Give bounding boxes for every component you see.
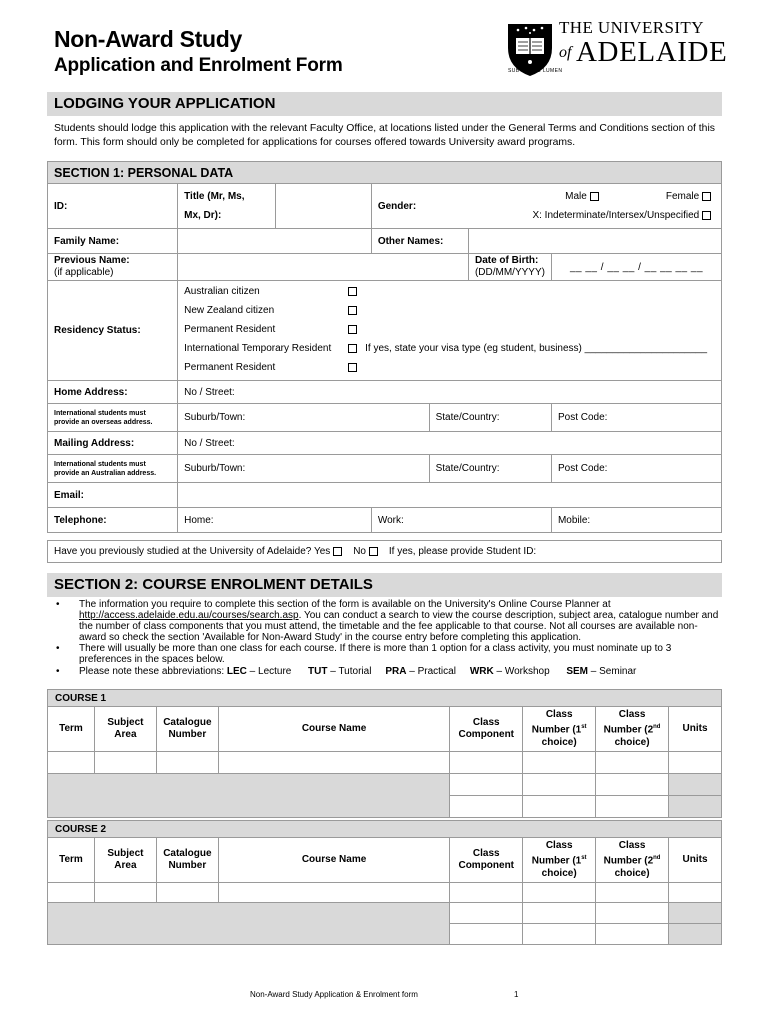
home-suburb-field[interactable]: Suburb/Town: xyxy=(178,404,430,432)
mailing-suburb-field[interactable]: Suburb/Town: xyxy=(178,455,430,483)
email-field[interactable] xyxy=(178,483,722,508)
col-subject-area: Subject Area xyxy=(94,838,156,883)
catalogue-cell[interactable] xyxy=(156,752,218,774)
logo-motto: SUB CRUCE LUMEN xyxy=(508,68,563,74)
greyed-area xyxy=(48,903,450,945)
col-subject-area: Subject Area xyxy=(94,707,156,752)
class-number-2-cell[interactable] xyxy=(596,752,669,774)
student-id-label: If yes, please provide Student ID: xyxy=(388,546,537,557)
title-field[interactable] xyxy=(276,184,372,229)
class-number-1-cell[interactable] xyxy=(523,752,596,774)
class-component-cell[interactable] xyxy=(450,883,523,903)
class-number-1-cell[interactable] xyxy=(523,774,596,796)
international-temporary-checkbox[interactable] xyxy=(348,344,357,353)
class-number-2-cell[interactable] xyxy=(596,883,669,903)
dob-label: Date of Birth: (DD/MM/YYYY) xyxy=(468,254,551,281)
gender-options xyxy=(429,184,721,229)
logo-of-text: of xyxy=(559,44,572,61)
course-name-cell[interactable] xyxy=(218,752,449,774)
home-state-field[interactable]: State/Country: xyxy=(429,404,551,432)
greyed-area xyxy=(48,774,450,818)
x-gender-label: X: Indeterminate/Intersex/Unspecified xyxy=(532,210,700,221)
col-term: Term xyxy=(48,707,95,752)
previous-study-question: Have you previously studied at the University of Adelaide? Yes xyxy=(54,546,331,557)
class-component-cell[interactable] xyxy=(450,774,523,796)
footer-title: Non-Award Study Application & Enrolment form xyxy=(250,990,418,999)
units-cell[interactable] xyxy=(669,752,722,774)
term-cell[interactable] xyxy=(48,752,95,774)
col-term: Term xyxy=(48,838,95,883)
course-instructions: • The information you require to complete this section of the form is available on the University's Online Course Planner at http://access.adelaide.edu.au/courses/search.asp. You can conduct a search to view the course description, subject area, catalogue number and the number of class components that you must attend, the timetable and the fee applicable to that course. Not all courses are available non-award so check the section 'Available for Non-Award Study' in the course entry before completing this application. • There will usually be more than one class for each course. If there is more than 1 option for a class activity, you must nominate up to 3 preferences in the spaces below. • Please note these abbreviations: LEC – Lecture TUT – Tutorial PRA – Practical WRK – Workshop SEM – Seminar xyxy=(56,599,719,677)
family-name-field[interactable] xyxy=(178,229,372,254)
col-class-number-1: Class Number (1st choice) xyxy=(523,838,596,883)
previous-study-no-label: No xyxy=(353,546,366,557)
subject-area-cell[interactable] xyxy=(94,752,156,774)
class-component-cell[interactable] xyxy=(450,752,523,774)
col-class-component: Class Component xyxy=(450,707,523,752)
class-component-cell[interactable] xyxy=(450,796,523,818)
intl-australian-note: International students must provide an Australian address. xyxy=(48,455,178,483)
male-label: Male xyxy=(565,191,587,202)
home-phone-field[interactable]: Home: xyxy=(178,508,372,533)
col-course-name: Course Name xyxy=(218,838,449,883)
col-class-number-2: Class Number (2nd choice) xyxy=(596,707,669,752)
term-cell[interactable] xyxy=(48,883,95,903)
other-names-field[interactable] xyxy=(468,229,721,254)
mailing-postcode-field[interactable]: Post Code: xyxy=(551,455,721,483)
residency-options: Australian citizen New Zealand citizen Permanent Resident International Temporary Resident If yes, state your visa type (eg student, business) ______________________ Permanent Resident xyxy=(178,281,722,381)
visa-type-text: If yes, state your visa type (eg student, business) ______________________ xyxy=(365,343,708,354)
col-units: Units xyxy=(669,838,722,883)
family-name-label: Family Name: xyxy=(48,229,178,254)
telephone-label: Telephone: xyxy=(48,508,178,533)
previous-study-row xyxy=(48,541,722,563)
course2-heading: COURSE 2 xyxy=(48,821,722,838)
previous-study-yes-checkbox[interactable] xyxy=(333,547,342,556)
col-class-component: Class Component xyxy=(450,838,523,883)
mailing-address-label: Mailing Address: xyxy=(48,432,178,455)
home-postcode-field[interactable]: Post Code: xyxy=(551,404,721,432)
title-label: Title (Mr, Ms, Mx, Dr): xyxy=(178,184,276,229)
mobile-phone-field[interactable]: Mobile: xyxy=(551,508,721,533)
residency-label: Residency Status: xyxy=(48,281,178,381)
gender-label: Gender: xyxy=(371,184,429,229)
course1-heading: COURSE 1 xyxy=(48,690,722,707)
section2-heading: SECTION 2: COURSE ENROLMENT DETAILS xyxy=(47,573,722,597)
nz-citizen-checkbox[interactable] xyxy=(348,306,357,315)
permanent-resident-2-checkbox[interactable] xyxy=(348,363,357,372)
units-grey-cell xyxy=(669,796,722,818)
col-course-name: Course Name xyxy=(218,707,449,752)
course1-table xyxy=(47,689,722,818)
class-number-1-cell[interactable] xyxy=(523,883,596,903)
previous-name-label: Previous Name: (if applicable) xyxy=(48,254,178,281)
x-gender-checkbox[interactable] xyxy=(702,211,711,220)
class-number-2-cell[interactable] xyxy=(596,796,669,818)
previous-study-table xyxy=(47,540,722,563)
previous-name-field[interactable] xyxy=(178,254,469,281)
catalogue-cell[interactable] xyxy=(156,883,218,903)
lodging-text: Students should lodge this application with the relevant Faculty Office, at locations listed under the General Terms and Conditions section of this form. This form should only be completed for applications for courses offered towards University award programs. xyxy=(54,123,715,148)
intl-overseas-note: International students must provide an overseas address. xyxy=(48,404,178,432)
units-grey-cell xyxy=(669,774,722,796)
female-label: Female xyxy=(665,191,700,202)
male-checkbox[interactable] xyxy=(590,192,599,201)
class-number-2-cell[interactable] xyxy=(596,903,669,924)
university-logo xyxy=(504,16,728,82)
col-class-number-2: Class Number (2nd choice) xyxy=(596,838,669,883)
personal-data-table xyxy=(47,161,722,533)
units-grey-cell xyxy=(669,903,722,924)
dob-field[interactable]: __ __ / __ __ / __ __ __ __ xyxy=(551,254,721,281)
page-number: 1 xyxy=(514,990,519,999)
class-number-2-cell[interactable] xyxy=(596,924,669,945)
other-names-label: Other Names: xyxy=(371,229,468,254)
form-title: Non-Award Study xyxy=(54,26,243,52)
previous-study-no-checkbox[interactable] xyxy=(369,547,378,556)
class-number-1-cell[interactable] xyxy=(523,796,596,818)
course2-table xyxy=(47,820,722,945)
permanent-resident-checkbox[interactable] xyxy=(348,325,357,334)
course-name-cell[interactable] xyxy=(218,883,449,903)
class-component-cell[interactable] xyxy=(450,903,523,924)
email-label: Email: xyxy=(48,483,178,508)
course-planner-link[interactable]: http://access.adelaide.edu.au/courses/search.asp xyxy=(79,610,299,621)
lodging-heading: LODGING YOUR APPLICATION xyxy=(47,92,722,116)
col-catalogue-number: Catalogue Number xyxy=(156,838,218,883)
australian-citizen-checkbox[interactable] xyxy=(348,287,357,296)
mailing-street-field[interactable]: No / Street: xyxy=(178,432,722,455)
units-grey-cell xyxy=(669,924,722,945)
logo-university-text: THE UNIVERSITY xyxy=(559,18,704,37)
class-component-cell[interactable] xyxy=(450,924,523,945)
section1-heading: SECTION 1: PERSONAL DATA xyxy=(48,162,722,184)
female-checkbox[interactable] xyxy=(702,192,711,201)
form-subtitle: Application and Enrolment Form xyxy=(54,55,343,76)
class-number-1-cell[interactable] xyxy=(523,924,596,945)
class-number-1-cell[interactable] xyxy=(523,903,596,924)
subject-area-cell[interactable] xyxy=(94,883,156,903)
col-units: Units xyxy=(669,707,722,752)
class-number-2-cell[interactable] xyxy=(596,774,669,796)
id-label: ID: xyxy=(48,184,178,229)
home-street-field[interactable]: No / Street: xyxy=(178,381,722,404)
work-phone-field[interactable]: Work: xyxy=(371,508,551,533)
logo-adelaide-text: ADELAIDE xyxy=(576,36,728,68)
home-address-label: Home Address: xyxy=(48,381,178,404)
col-class-number-1: Class Number (1st choice) xyxy=(523,707,596,752)
units-cell[interactable] xyxy=(669,883,722,903)
col-catalogue-number: Catalogue Number xyxy=(156,707,218,752)
mailing-state-field[interactable]: State/Country: xyxy=(429,455,551,483)
